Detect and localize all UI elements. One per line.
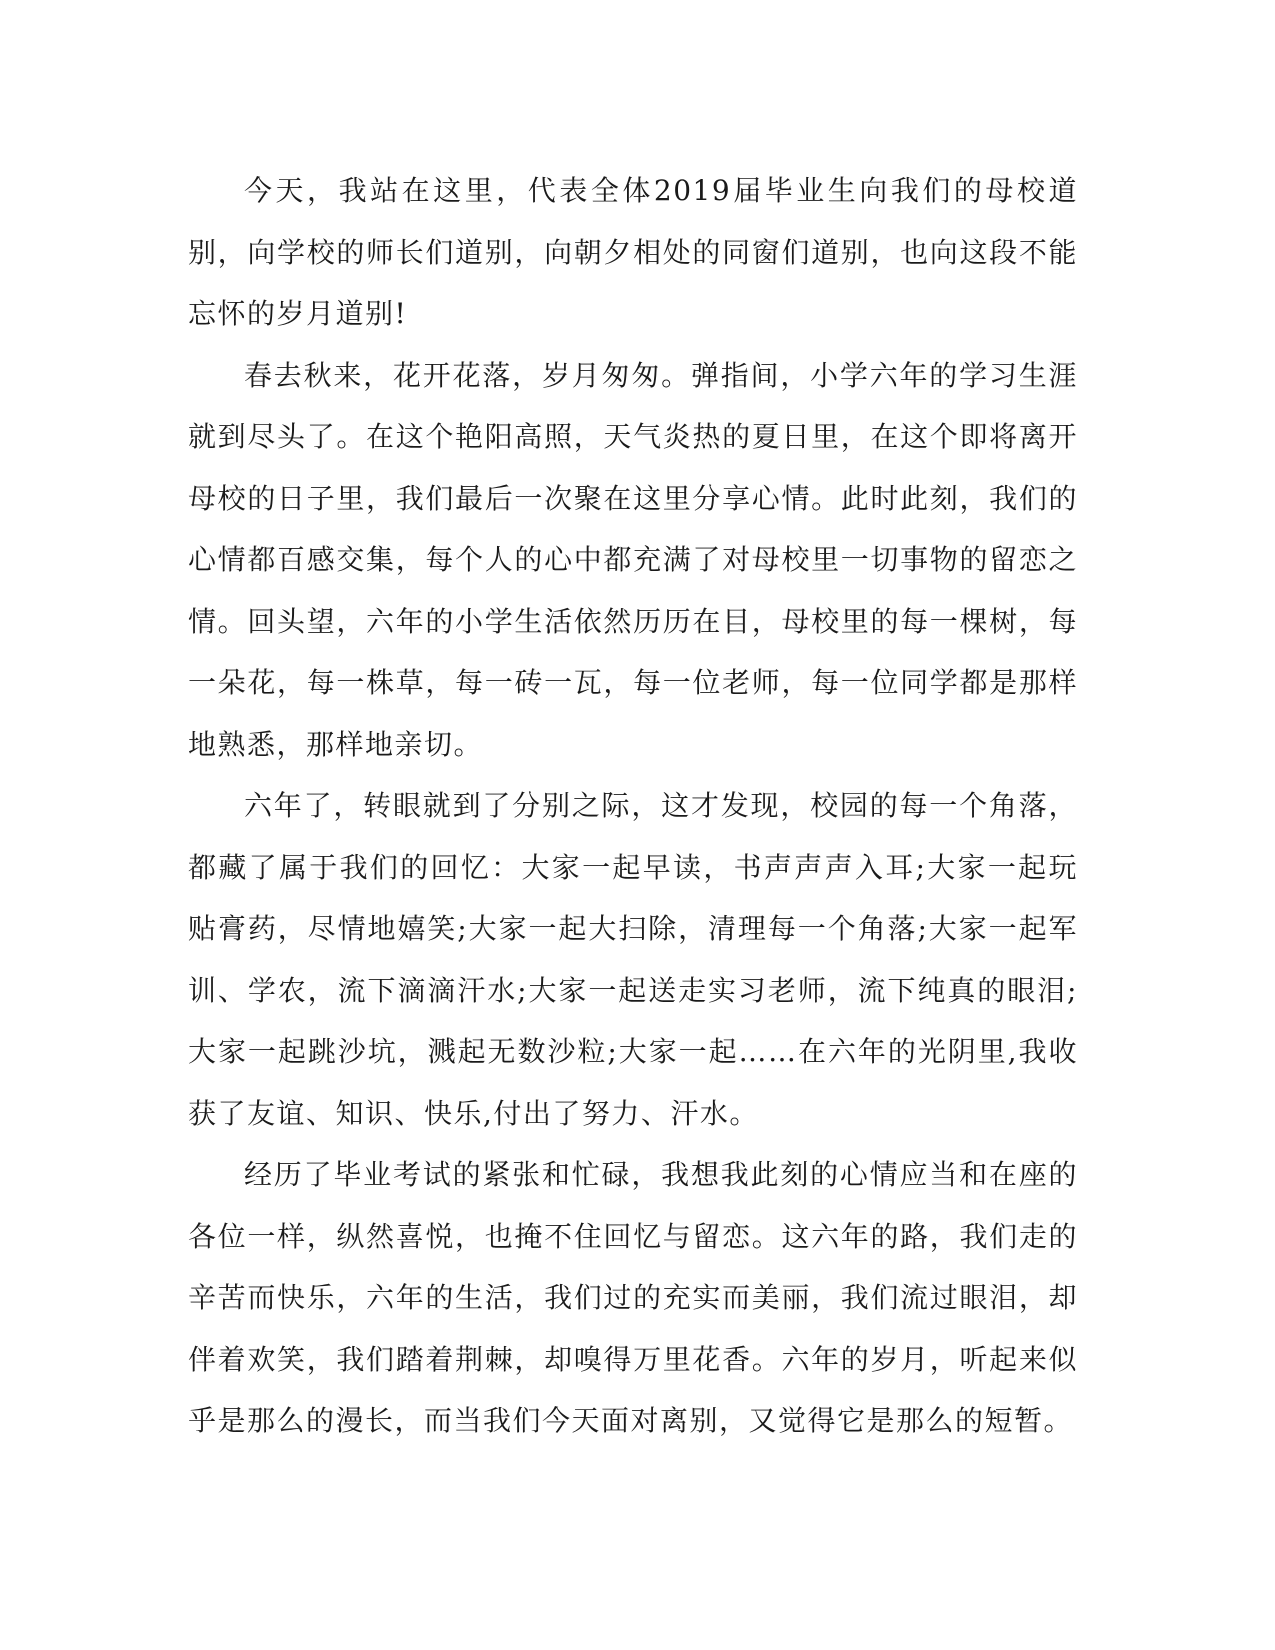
paragraph-farewell: 今天，我站在这里，代表全体2019届毕业生向我们的母校道别，向学校的师长们道别，向朝夕相处的同窗们道别，也向这段不能忘怀的岁月道别! [188, 174, 1078, 330]
paragraph-exam-feelings: 经历了毕业考试的紧张和忙碌，我想我此刻的心情应当和在座的各位一样，纵然喜悦，也掩不住回忆与留恋。这六年的路，我们走的辛苦而快乐，六年的生活，我们过的充实而美丽，我们流过眼泪，却伴着欢笑，我们踏着荆棘，却嗅得万里花香。六年的岁月，听起来似乎是那么的漫长，而当我们今天面对离别，又觉得它是那么的短暂。 [188, 1158, 1078, 1437]
paragraph-memories: 六年了，转眼就到了分别之际，这才发现，校园的每一个角落，都藏了属于我们的回忆：大家一起早读，书声声声入耳;大家一起玩贴膏药，尽情地嬉笑;大家一起大扫除，清理每一个角落;大家一起军训、学农，流下滴滴汗水;大家一起送走实习老师，流下纯真的眼泪;大家一起跳沙坑，溅起无数沙粒;大家一起……在六年的光阴里,我收获了友谊、知识、快乐,付出了努力、汗水。 [188, 789, 1078, 1130]
speech-body [188, 160, 1078, 1452]
paragraph-six-years: 春去秋来，花开花落，岁月匆匆。弹指间，小学六年的学习生涯就到尽头了。在这个艳阳高照，天气炎热的夏日里，在这个即将离开母校的日子里，我们最后一次聚在这里分享心情。此时此刻，我们的心情都百感交集，每个人的心中都充满了对母校里一切事物的留恋之情。回头望，六年的小学生活依然历历在目，母校里的每一棵树，每一朵花，每一株草，每一砖一瓦，每一位老师，每一位同学都是那样地熟悉，那样地亲切。 [188, 358, 1078, 761]
